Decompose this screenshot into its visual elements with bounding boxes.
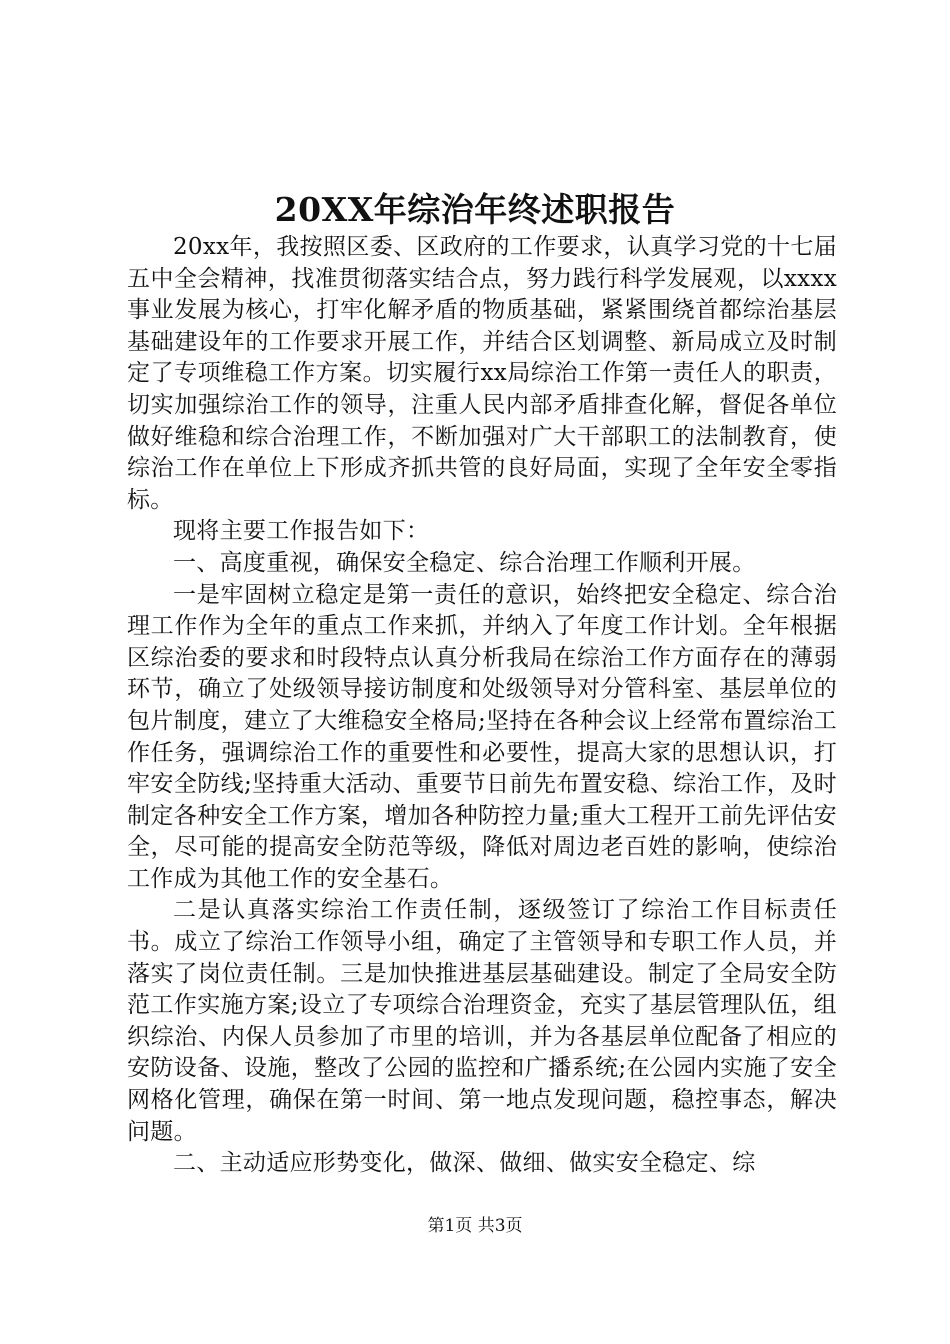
section-heading-two: 二、主动适应形势变化，做深、做细、做实安全稳定、综 — [173, 1150, 756, 1177]
section-heading-one: 一、高度重视，确保安全稳定、综合治理工作顺利开展。 — [173, 549, 756, 576]
paragraph-point-two: 二是认真落实综治工作责任制，逐级签订了综治工作目标责任书。成立了综治工作领导小组，确定了主管领导和专职工作人员，并落实了岗位责任制。三是加快推进基层基础建设。制定了全局安全防范工作实施方案;设立了专项综合治理资金，充实了基层管理队伍，组织综治、内保人员参加了市里的培训，并为各基层单位配备了相应的安防设备、设施，整改了公园的监控和广播系统;在公园内实施了安全网格化管理，确保在第一时间、第一地点发现问题，稳控事态，解决问题。 — [127, 897, 837, 1145]
page-footer: 第1页 共3页 — [427, 1216, 523, 1236]
document-body — [127, 232, 837, 1180]
document-title: 20XX年综治年终述职报告 — [274, 190, 676, 229]
paragraph-intro: 20xx年，我按照区委、区政府的工作要求，认真学习党的十七届五中全会精神，找准贯彻落实结合点，努力践行科学发展观，以xxxx事业发展为核心，打牢化解矛盾的物质基础，紧紧围绕首都综治基层基础建设年的工作要求开展工作，并结合区划调整、新局成立及时制定了专项维稳工作方案。切实履行xx局综治工作第一责任人的职责，切实加强综治工作的领导，注重人民内部矛盾排查化解，督促各单位做好维稳和综合治理工作，不断加强对广大干部职工的法制教育，使综治工作在单位上下形成齐抓共管的良好局面，实现了全年安全零指标。 — [127, 234, 837, 513]
paragraph-point-one: 一是牢固树立稳定是第一责任的意识，始终把安全稳定、综合治理工作作为全年的重点工作来抓，并纳入了年度工作计划。全年根据区综治委的要求和时段特点认真分析我局在综治工作方面存在的薄弱环节，确立了处级领导接访制度和处级领导对分管科室、基层单位的包片制度，建立了大维稳安全格局;坚持在各种会议上经常布置综治工作任务，强调综治工作的重要性和必要性，提高大家的思想认识，打牢安全防线;坚持重大活动、重要节日前先布置安稳、综治工作，及时制定各种安全工作方案，增加各种防控力量;重大工程开工前先评估安全，尽可能的提高安全防范等级，降低对周边老百姓的影响，使综治工作成为其他工作的安全基石。 — [127, 581, 837, 892]
paragraph-report-lead: 现将主要工作报告如下： — [173, 518, 430, 545]
